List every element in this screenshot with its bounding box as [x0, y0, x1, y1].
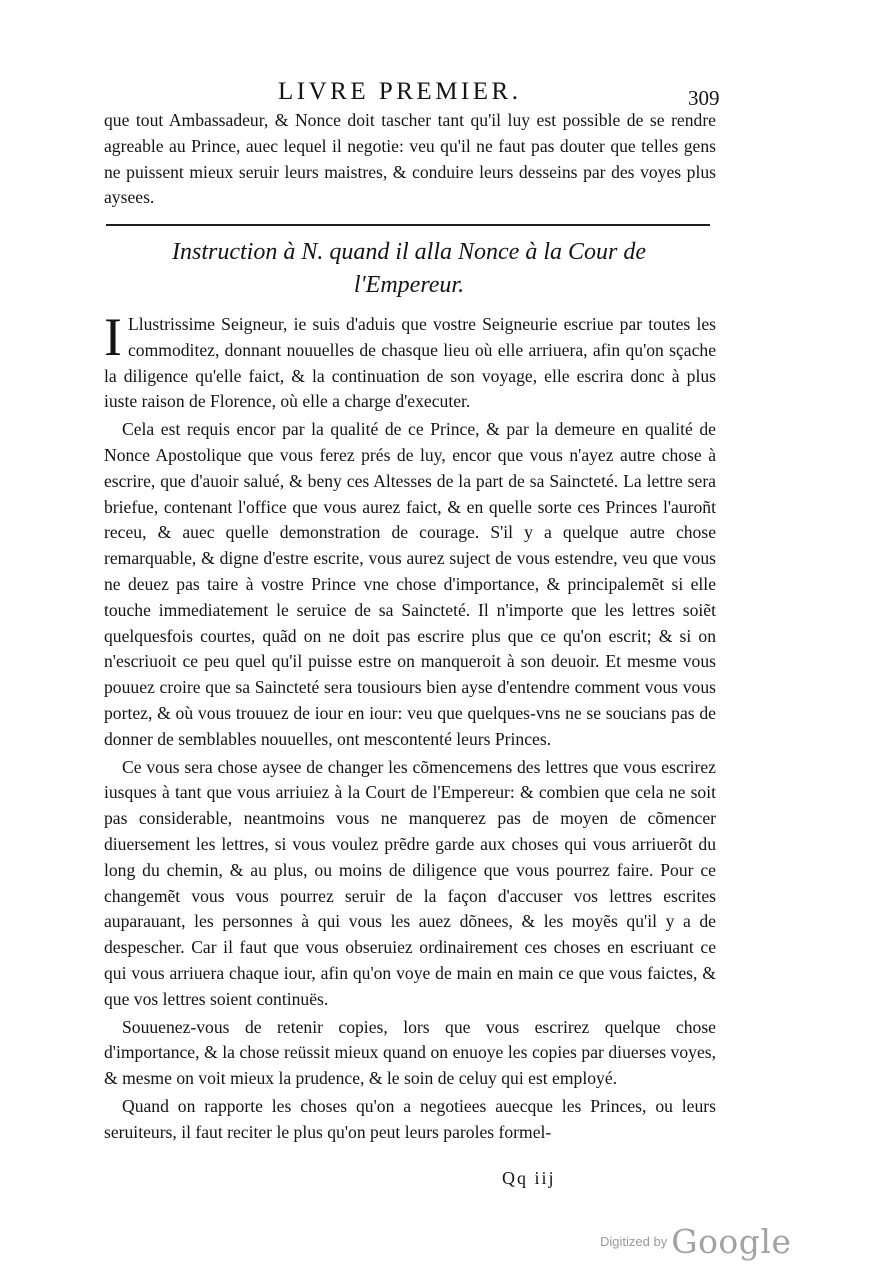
page-number: 309 [688, 86, 720, 110]
paragraph: Cela est requis encor par la qualité de ce Prince, & par la demeure en qualité de Nonce Apostolique que vous ferez prés de luy, encor que vous n'ayez autre chose à escrire, que d'auoir salué, & beny ces Altesses de la part de sa Saincteté. La lettre sera briefue, contenant l'office que vous aurez faict, & en quelle sorte ces Princes l'auroñt receu, & auec quelle demonstration de courage. S'il y a quelque autre chose remarquable, & digne d'estre escrite, vous aurez suject de vous estendre, veu que vous ne deuez pas taire à vostre Prince vne chose d'importance, & principalemẽt si elle touche immediatement le seruice de sa Saincteté. Il n'importe que les lettres soiẽt quelquesfois courtes, quãd on ne doit pas escrire plus que ce qu'on escrit; & si on n'escriuoit ce peu quel qu'il puisse estre on manqueroit à son deuoir. Et mesme vous pouuez croire que sa Saincteté sera tousiours bien ayse d'entendre comment vous vous portez, & où vous trouuez de iour en iour: veu que quelques-vns ne se soucians pas de donner de semblables nouuelles, ont mescontenté leurs Princes. [104, 419, 716, 749]
paragraph: Ce vous sera chose aysee de changer les cõmencemens des lettres que vous escrirez iusques à tant que vous arriuiez à la Court de l'Empereur: & combien que cela ne soit pas considerable, neantmoins vous ne manquerez pas de moyen de cõmencer diuersement les lettres, si vous voulez prẽdre garde aux choses qui vous arriuerõt du long du chemin, & au plus, ou moins de diligence que vous pourrez faire. Pour ce changemẽt vous vous pourrez seruir de la façon d'accuser vos lettres escrites auparauant, les personnes à qui vous les auez dõnees, & les moyẽs qu'il y a de despescher. Car il faut que vous obseruiez ordinairement ces choses en escriuant ce qui vous arriuera chaque iour, afin qu'on voye de main en main ce que vous faictes, & que vos lettres soient continuës. [104, 756, 716, 1009]
digitized-by-label: Digitized by [600, 1234, 668, 1249]
google-logo: Google [671, 1222, 792, 1261]
running-head: LIVRE PREMIER. [278, 78, 522, 105]
section-body [104, 307, 716, 1148]
signature-mark: Qq iij [502, 1168, 556, 1188]
paragraph-text: Llustrissime Seigneur, ie suis d'aduis que vostre Seigneurie escriue par toutes les commoditez, donnant nouuelles de chasque lieu où elle arriuera, afin qu'on sçache la diligence qu'elle faict, & la continuation de son voyage, elle escrira donc à plus iuste raison de Florence, où elle a charge d'executer. [104, 314, 716, 412]
drop-cap: I [104, 307, 122, 367]
carry-over-paragraph [104, 108, 716, 211]
paragraph: Quand on rapporte les choses qu'on a negotiees auecque les Princes, ou leurs seruiteurs, il faut reciter le plus qu'on peut leurs paroles formel- [104, 1095, 716, 1142]
carry-over-text: que tout Ambassadeur, & Nonce doit tascher tant qu'il luy est possible de se rendre agreable au Prince, auec lequel il negotie: veu qu'il ne faut pas douter que telles gens ne puissent mieux seruir leurs maistres, & conduire leurs desseins par des voyes plus aysees. [104, 110, 716, 208]
paragraph: Souuenez-vous de retenir copies, lors que vous escrirez quelque chose d'importance, & la chose reüssit mieux quand on enuoye les copies par diuerses voyes, & mesme on voit mieux la prudence, & le soin de celuy qui est employé. [104, 1016, 716, 1089]
paragraph [104, 307, 716, 415]
section-divider [106, 224, 710, 226]
google-watermark [600, 1222, 792, 1261]
section-heading: Instruction à N. quand il alla Nonce à la Cour de l'Empereur. [172, 239, 646, 298]
